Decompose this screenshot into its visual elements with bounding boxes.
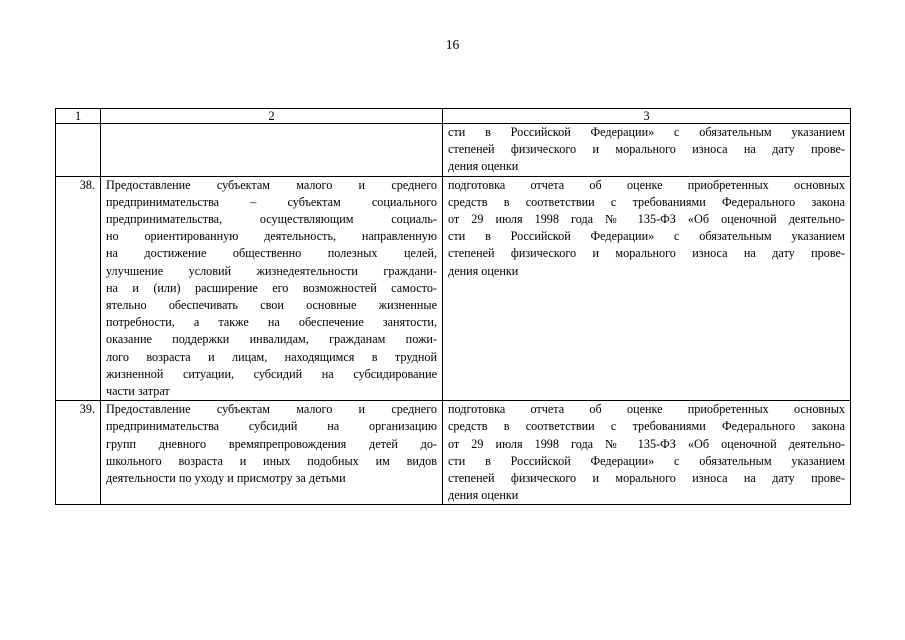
table-header-row xyxy=(56,109,851,124)
row-number-cell: 39. xyxy=(56,401,101,505)
text-line: Предоставление субъектам малого и среднего xyxy=(106,177,437,192)
requirement-cell xyxy=(443,401,851,505)
text-line: средств в соответствии с требованиями Федерального закона xyxy=(448,194,845,209)
text-line: лого возраста и лицам, находящимся в трудной xyxy=(106,349,437,364)
table-row xyxy=(56,176,851,401)
service-description-cell xyxy=(101,176,443,401)
text-line: на и (или) расширение его возможностей самосто- xyxy=(106,280,437,295)
text-line: дения оценки xyxy=(448,488,519,503)
row-number-cell xyxy=(56,124,101,177)
text-line: Предоставление субъектам малого и среднего xyxy=(106,402,437,417)
requirement-cell xyxy=(443,124,851,177)
table-row xyxy=(56,124,851,177)
text-line: групп дневного времяпрепровождения детей до- xyxy=(106,436,437,451)
text-line: сти в Российской Федерации» с обязательным указанием xyxy=(448,453,845,468)
header-cell-1: 1 xyxy=(56,109,101,124)
service-description-cell xyxy=(101,124,443,177)
text-line: школьного возраста и иных подобных им видов xyxy=(106,453,437,468)
text-line: деятельности по уходу и присмотру за детьми xyxy=(106,471,346,486)
text-line: дения оценки xyxy=(448,159,519,174)
text-line: от 29 июля 1998 года № 135-ФЗ «Об оценочной деятельно- xyxy=(448,212,845,227)
text-line: дения оценки xyxy=(448,263,519,278)
text-line: ятельно обеспечивать свои основные жизненные xyxy=(106,298,437,313)
document-table xyxy=(55,108,851,505)
text-line: подготовка отчета об оценке приобретенных основных xyxy=(448,402,845,417)
row-number-cell: 38. xyxy=(56,176,101,401)
text-line: потребности, а также на обеспечение занятости, xyxy=(106,315,437,330)
text-line: но ориентированную деятельность, направленную xyxy=(106,229,437,244)
text-line: степеней физического и морального износа на дату прове- xyxy=(448,246,845,261)
text-line: оказание поддержки инвалидам, гражданам пожи- xyxy=(106,332,437,347)
text-line: степеней физического и морального износа на дату прове- xyxy=(448,142,845,157)
text-line: жизненной ситуации, субсидий на субсидирование xyxy=(106,366,437,381)
text-line: улучшение условий жизнедеятельности граждани- xyxy=(106,263,437,278)
page-number: 16 xyxy=(445,37,460,52)
text-line: предпринимательства – субъектам социального xyxy=(106,194,437,209)
text-line: сти в Российской Федерации» с обязательным указанием xyxy=(448,125,845,139)
text-line: предпринимательства субсидий на организацию xyxy=(106,419,437,434)
text-line: средств в соответствии с требованиями Федерального закона xyxy=(448,419,845,434)
text-line: сти в Российской Федерации» с обязательным указанием xyxy=(448,229,845,244)
requirement-cell xyxy=(443,176,851,401)
service-description-cell xyxy=(101,401,443,505)
text-line: предпринимательства, осуществляющим социаль- xyxy=(106,212,437,227)
text-line: на достижение общественно полезных целей, xyxy=(106,246,437,261)
header-cell-3: 3 xyxy=(443,109,851,124)
text-line: от 29 июля 1998 года № 135-ФЗ «Об оценочной деятельно- xyxy=(448,436,845,451)
text-line: степеней физического и морального износа на дату прове- xyxy=(448,471,845,486)
table-row xyxy=(56,401,851,505)
header-cell-2: 2 xyxy=(101,109,443,124)
text-line: подготовка отчета об оценке приобретенных основных xyxy=(448,177,845,192)
text-line: части затрат xyxy=(106,384,170,399)
